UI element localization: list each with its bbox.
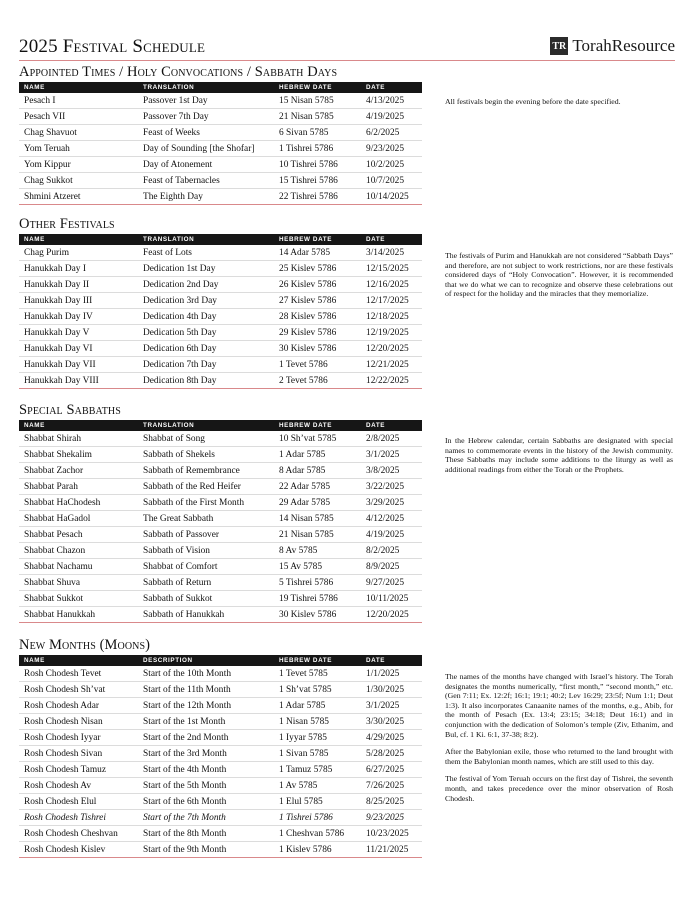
table-header xyxy=(19,234,422,245)
table-row xyxy=(19,173,422,189)
table-cell: Rosh Chodesh Av xyxy=(24,780,92,791)
table-cell: 1 Kislev 5786 xyxy=(279,844,332,855)
table-cell: 4/29/2025 xyxy=(366,732,405,743)
table-cell: Rosh Chodesh Cheshvan xyxy=(24,828,118,839)
table-cell: 10/14/2025 xyxy=(366,191,409,202)
table-cell: 3/14/2025 xyxy=(366,247,405,258)
table-cell: 2 Tevet 5786 xyxy=(279,375,328,386)
table-cell: Chag Shavuot xyxy=(24,127,77,138)
table-cell: Shabbat of Song xyxy=(143,433,205,444)
table-cell: 4/13/2025 xyxy=(366,95,405,106)
table-cell: 9/23/2025 xyxy=(366,143,405,154)
table-row xyxy=(19,447,422,463)
section-title: Appointed Times / Holy Convocations / Sabbath Days xyxy=(19,64,338,80)
table-cell: 8/2/2025 xyxy=(366,545,400,556)
table-row xyxy=(19,341,422,357)
table-cell: 15 Av 5785 xyxy=(279,561,323,572)
table-cell: Passover 1st Day xyxy=(143,95,208,106)
logo-text: TorahResource xyxy=(572,36,675,55)
table-row xyxy=(19,309,422,325)
table-cell: 3/1/2025 xyxy=(366,449,400,460)
table-cell: Chag Purim xyxy=(24,247,70,258)
table-cell: Chag Sukkot xyxy=(24,175,73,186)
table-cell: Shabbat Sukkot xyxy=(24,593,84,604)
table-row xyxy=(19,141,422,157)
table-cell: Start of the 8th Month xyxy=(143,828,227,839)
table-cell: 10/7/2025 xyxy=(366,175,405,186)
table-cell: 26 Kislev 5786 xyxy=(279,279,337,290)
table-row xyxy=(19,682,422,698)
table-cell: 10/23/2025 xyxy=(366,828,409,839)
table-row xyxy=(19,794,422,810)
table-cell: Start of the 9th Month xyxy=(143,844,227,855)
table-cell: Sabbath of Vision xyxy=(143,545,210,556)
table-body xyxy=(19,666,422,858)
table-row xyxy=(19,157,422,173)
table-cell: Day of Atonement xyxy=(143,159,213,170)
title-divider xyxy=(19,60,675,61)
table-cell: Dedication 3rd Day xyxy=(143,295,217,306)
table-cell: 1/1/2025 xyxy=(366,668,400,679)
table-cell: Rosh Chodesh Sivan xyxy=(24,748,103,759)
table-row xyxy=(19,125,422,141)
table-cell: 19 Tishrei 5786 xyxy=(279,593,338,604)
table-cell: Dedication 7th Day xyxy=(143,359,217,370)
table-cell: 1 Av 5785 xyxy=(279,780,318,791)
appointed-times-table xyxy=(19,82,422,205)
table-cell: 3/30/2025 xyxy=(366,716,405,727)
table-cell: 6 Sivan 5785 xyxy=(279,127,329,138)
table-row xyxy=(19,730,422,746)
table-row xyxy=(19,495,422,511)
table-cell: 28 Kislev 5786 xyxy=(279,311,337,322)
appointed-times-note xyxy=(445,97,673,115)
table-cell: 9/23/2025 xyxy=(366,812,405,823)
table-cell: 1 Adar 5785 xyxy=(279,700,326,711)
table-cell: Shabbat of Comfort xyxy=(143,561,218,572)
table-cell: Sabbath of the First Month xyxy=(143,497,245,508)
special-sabbaths-section xyxy=(19,401,422,623)
table-cell: 3/29/2025 xyxy=(366,497,405,508)
table-cell: 9/27/2025 xyxy=(366,577,405,588)
table-cell: Start of the 7th Month xyxy=(143,812,226,823)
table-cell: Shabbat Shuva xyxy=(24,577,80,588)
column-header: DATE xyxy=(366,84,386,91)
column-header: DATE xyxy=(366,657,386,664)
table-row xyxy=(19,93,422,109)
table-cell: Start of the 3rd Month xyxy=(143,748,227,759)
table-row xyxy=(19,463,422,479)
table-cell: 29 Adar 5785 xyxy=(279,497,331,508)
table-cell: 14 Nisan 5785 xyxy=(279,513,334,524)
table-cell: Hanukkah Day VIII xyxy=(24,375,99,386)
table-row xyxy=(19,325,422,341)
table-cell: Pesach VII xyxy=(24,111,66,122)
table-cell: Start of the 11th Month xyxy=(143,684,231,695)
table-cell: Rosh Chodesh Tamuz xyxy=(24,764,106,775)
page-title: 2025 Festival Schedule xyxy=(19,36,206,57)
table-cell: Feast of Lots xyxy=(143,247,192,258)
table-cell: 1 Tevet 5786 xyxy=(279,359,328,370)
table-cell: Dedication 1st Day xyxy=(143,263,216,274)
table-row xyxy=(19,591,422,607)
table-cell: Hanukkah Day VII xyxy=(24,359,96,370)
table-cell: 2/8/2025 xyxy=(366,433,400,444)
table-cell: Dedication 8th Day xyxy=(143,375,217,386)
table-cell: 25 Kislev 5786 xyxy=(279,263,337,274)
table-cell: Feast of Tabernacles xyxy=(143,175,220,186)
table-cell: 1 Elul 5785 xyxy=(279,796,323,807)
table-body xyxy=(19,245,422,389)
column-header: NAME xyxy=(24,422,45,429)
table-row xyxy=(19,261,422,277)
other-festivals-section xyxy=(19,215,422,389)
table-cell: Shabbat Pesach xyxy=(24,529,83,540)
table-row xyxy=(19,373,422,389)
table-cell: 12/20/2025 xyxy=(366,343,409,354)
table-cell: 11/21/2025 xyxy=(366,844,409,855)
note-paragraph: All festivals begin the evening before the date specified. xyxy=(445,97,621,106)
table-cell: Yom Teruah xyxy=(24,143,70,154)
table-cell: 5/28/2025 xyxy=(366,748,405,759)
table-cell: Feast of Weeks xyxy=(143,127,200,138)
table-cell: Pesach I xyxy=(24,95,56,106)
table-cell: Sabbath of Sukkot xyxy=(143,593,213,604)
special-sabbaths-table xyxy=(19,420,422,623)
new-months-table xyxy=(19,655,422,858)
table-cell: Start of the 10th Month xyxy=(143,668,232,679)
table-row xyxy=(19,666,422,682)
table-cell: Shabbat Nachamu xyxy=(24,561,93,572)
table-cell: 8 Adar 5785 xyxy=(279,465,326,476)
table-cell: 1 Cheshvan 5786 xyxy=(279,828,345,839)
table-row xyxy=(19,109,422,125)
table-header xyxy=(19,655,422,666)
table-cell: Sabbath of Remembrance xyxy=(143,465,240,476)
table-cell: 10 Tishrei 5786 xyxy=(279,159,338,170)
column-header: HEBREW DATE xyxy=(279,236,333,243)
table-row xyxy=(19,543,422,559)
table-cell: Sabbath of Return xyxy=(143,577,212,588)
table-cell: Passover 7th Day xyxy=(143,111,209,122)
new-months-section xyxy=(19,636,422,858)
table-row xyxy=(19,277,422,293)
table-cell: 3/1/2025 xyxy=(366,700,400,711)
table-cell: 15 Tishrei 5786 xyxy=(279,175,338,186)
table-cell: Rosh Chodesh Iyyar xyxy=(24,732,101,743)
note-paragraph: The names of the months have changed with Israel’s history. The Torah designates the months numerically, “first month,” “second month,” etc. (Gen 7:11; Ex. 12:2f; 16:1; 19:1; 40:2; Lev 16:29; 23:5f; Num 1:1; Deut 1:3). It also incorporates Canaanite names of the months, e.g., Abib, for the month of Pesach (Ex. 13:4; 23:15; 34:18; Deut 16:1) and in conjunction with the dedication of Solomon’s temple (Ziv, Ethanim, and Bul, cf. 1 Ki. 6:1, 37-38; 8:2). xyxy=(445,672,673,739)
table-cell: 22 Adar 5785 xyxy=(279,481,331,492)
table-cell: Dedication 5th Day xyxy=(143,327,217,338)
column-header: HEBREW DATE xyxy=(279,84,333,91)
table-cell: Dedication 4th Day xyxy=(143,311,217,322)
table-cell: Hanukkah Day IV xyxy=(24,311,93,322)
table-cell: 4/19/2025 xyxy=(366,529,405,540)
table-row xyxy=(19,762,422,778)
section-title: Special Sabbaths xyxy=(19,402,121,418)
table-cell: The Great Sabbath xyxy=(143,513,214,524)
table-cell: Hanukkah Day III xyxy=(24,295,93,306)
section-title: New Months (Moons) xyxy=(19,637,151,653)
table-cell: Shabbat Shirah xyxy=(24,433,82,444)
table-cell: 22 Tishrei 5786 xyxy=(279,191,338,202)
table-body xyxy=(19,93,422,205)
section-title: Other Festivals xyxy=(19,216,115,232)
table-cell: Shmini Atzeret xyxy=(24,191,81,202)
table-row xyxy=(19,479,422,495)
table-row xyxy=(19,810,422,826)
column-header: TRANSLATION xyxy=(143,84,195,91)
table-cell: Shabbat HaGadol xyxy=(24,513,91,524)
note-paragraph: After the Babylonian exile, those who returned to the land brought with them the Babylonian month names, which are still used to this day. xyxy=(445,747,673,766)
table-cell: 12/22/2025 xyxy=(366,375,409,386)
table-cell: 4/12/2025 xyxy=(366,513,405,524)
table-cell: 10/2/2025 xyxy=(366,159,405,170)
table-cell: 8 Av 5785 xyxy=(279,545,318,556)
table-cell: Sabbath of Passover xyxy=(143,529,220,540)
table-row xyxy=(19,778,422,794)
table-cell: Dedication 2nd Day xyxy=(143,279,219,290)
table-body xyxy=(19,431,422,623)
table-row xyxy=(19,293,422,309)
column-header: DATE xyxy=(366,236,386,243)
table-cell: Sabbath of Hanukkah xyxy=(143,609,225,620)
table-row xyxy=(19,575,422,591)
table-cell: 27 Kislev 5786 xyxy=(279,295,337,306)
table-row xyxy=(19,189,422,205)
table-cell: Rosh Chodesh Adar xyxy=(24,700,99,711)
table-cell: Rosh Chodesh Kislev xyxy=(24,844,106,855)
table-cell: 4/19/2025 xyxy=(366,111,405,122)
table-cell: 12/15/2025 xyxy=(366,263,409,274)
table-cell: Hanukkah Day VI xyxy=(24,343,93,354)
note-paragraph: The festivals of Purim and Hanukkah are not considered “Sabbath Days” and therefore, are not subject to work restrictions, nor are these festivals considered days of “Holy Convocation”. However, it is recommended that we do what we can to recognize and observe these celebrations out of respect for the holiday and the miracles that they memorialize. xyxy=(445,251,673,299)
table-cell: 15 Nisan 5785 xyxy=(279,95,334,106)
table-cell: 1 Tamuz 5785 xyxy=(279,764,333,775)
table-cell: 1 Adar 5785 xyxy=(279,449,326,460)
table-cell: Hanukkah Day II xyxy=(24,279,90,290)
table-cell: Start of the 4th Month xyxy=(143,764,227,775)
appointed-times-section xyxy=(19,63,422,205)
table-cell: Start of the 5th Month xyxy=(143,780,227,791)
table-cell: Rosh Chodesh Sh’vat xyxy=(24,684,106,695)
table-cell: 29 Kislev 5786 xyxy=(279,327,337,338)
table-cell: Rosh Chodesh Tevet xyxy=(24,668,102,679)
new-months-note xyxy=(445,672,673,811)
table-cell: 12/18/2025 xyxy=(366,311,409,322)
table-cell: Sabbath of Shekels xyxy=(143,449,215,460)
table-header xyxy=(19,82,422,93)
table-cell: 3/8/2025 xyxy=(366,465,400,476)
column-header: TRANSLATION xyxy=(143,236,195,243)
table-cell: 10/11/2025 xyxy=(366,593,409,604)
special-sabbaths-note xyxy=(445,436,673,482)
table-cell: Hanukkah Day V xyxy=(24,327,90,338)
table-cell: Yom Kippur xyxy=(24,159,71,170)
table-row xyxy=(19,842,422,858)
table-cell: 12/19/2025 xyxy=(366,327,409,338)
table-cell: 1 Tevet 5785 xyxy=(279,668,328,679)
table-cell: Shabbat Shekalim xyxy=(24,449,92,460)
table-cell: Shabbat Chazon xyxy=(24,545,86,556)
table-cell: 30 Kislev 5786 xyxy=(279,609,337,620)
table-row xyxy=(19,714,422,730)
torahresource-logo xyxy=(550,36,675,56)
table-row xyxy=(19,511,422,527)
other-festivals-note xyxy=(445,251,673,307)
table-cell: 6/2/2025 xyxy=(366,127,400,138)
tr-logo-icon: TR xyxy=(550,37,568,55)
table-header xyxy=(19,420,422,431)
table-cell: 12/21/2025 xyxy=(366,359,409,370)
table-cell: 12/17/2025 xyxy=(366,295,409,306)
table-cell: 1 Tishrei 5786 xyxy=(279,812,333,823)
table-cell: 21 Nisan 5785 xyxy=(279,529,334,540)
table-row xyxy=(19,357,422,373)
table-cell: Rosh Chodesh Nisan xyxy=(24,716,103,727)
table-cell: 7/26/2025 xyxy=(366,780,405,791)
table-cell: Shabbat Parah xyxy=(24,481,78,492)
table-cell: Shabbat HaChodesh xyxy=(24,497,101,508)
table-cell: 1/30/2025 xyxy=(366,684,405,695)
column-header: DATE xyxy=(366,422,386,429)
table-cell: 1 Nisan 5785 xyxy=(279,716,329,727)
table-cell: 10 Sh’vat 5785 xyxy=(279,433,337,444)
table-row xyxy=(19,826,422,842)
column-header: TRANSLATION xyxy=(143,422,195,429)
table-cell: 30 Kislev 5786 xyxy=(279,343,337,354)
column-header: DESCRIPTION xyxy=(143,657,193,664)
note-paragraph: The festival of Yom Teruah occurs on the first day of Tishrei, the seventh month, and takes precedence over the minor observation of Rosh Chodesh. xyxy=(445,774,673,803)
table-cell: Sabbath of the Red Heifer xyxy=(143,481,241,492)
table-cell: 1 Sh’vat 5785 xyxy=(279,684,332,695)
table-cell: Hanukkah Day I xyxy=(24,263,86,274)
table-cell: 21 Nisan 5785 xyxy=(279,111,334,122)
table-row xyxy=(19,245,422,261)
table-row xyxy=(19,527,422,543)
table-cell: 1 Sivan 5785 xyxy=(279,748,329,759)
table-cell: 12/16/2025 xyxy=(366,279,409,290)
column-header: NAME xyxy=(24,84,45,91)
note-paragraph: In the Hebrew calendar, certain Sabbaths are designated with special names to commemorate events in the history of the Jewish community. These Sabbaths may include some additions to the liturgy as well as additional readings from either the Torah or the Prophets. xyxy=(445,436,673,474)
table-cell: 5 Tishrei 5786 xyxy=(279,577,334,588)
table-cell: Rosh Chodesh Elul xyxy=(24,796,97,807)
table-cell: Start of the 12th Month xyxy=(143,700,232,711)
column-header: HEBREW DATE xyxy=(279,422,333,429)
table-cell: The Eighth Day xyxy=(143,191,203,202)
table-cell: 3/22/2025 xyxy=(366,481,405,492)
table-cell: 1 Tishrei 5786 xyxy=(279,143,334,154)
table-cell: Shabbat Zachor xyxy=(24,465,84,476)
table-cell: 1 Iyyar 5785 xyxy=(279,732,327,743)
table-cell: Shabbat Hanukkah xyxy=(24,609,96,620)
table-cell: Rosh Chodesh Tishrei xyxy=(24,812,106,823)
table-row xyxy=(19,698,422,714)
table-cell: Start of the 2nd Month xyxy=(143,732,229,743)
table-cell: Day of Sounding [the Shofar] xyxy=(143,143,255,154)
column-header: NAME xyxy=(24,657,45,664)
table-cell: 14 Adar 5785 xyxy=(279,247,331,258)
table-cell: Start of the 1st Month xyxy=(143,716,226,727)
table-cell: Start of the 6th Month xyxy=(143,796,227,807)
table-cell: 8/25/2025 xyxy=(366,796,405,807)
table-row xyxy=(19,746,422,762)
table-cell: Dedication 6th Day xyxy=(143,343,217,354)
table-cell: 6/27/2025 xyxy=(366,764,405,775)
table-cell: 8/9/2025 xyxy=(366,561,400,572)
table-row xyxy=(19,559,422,575)
table-row xyxy=(19,607,422,623)
column-header: NAME xyxy=(24,236,45,243)
column-header: HEBREW DATE xyxy=(279,657,333,664)
table-cell: 12/20/2025 xyxy=(366,609,409,620)
table-row xyxy=(19,431,422,447)
other-festivals-table xyxy=(19,234,422,389)
